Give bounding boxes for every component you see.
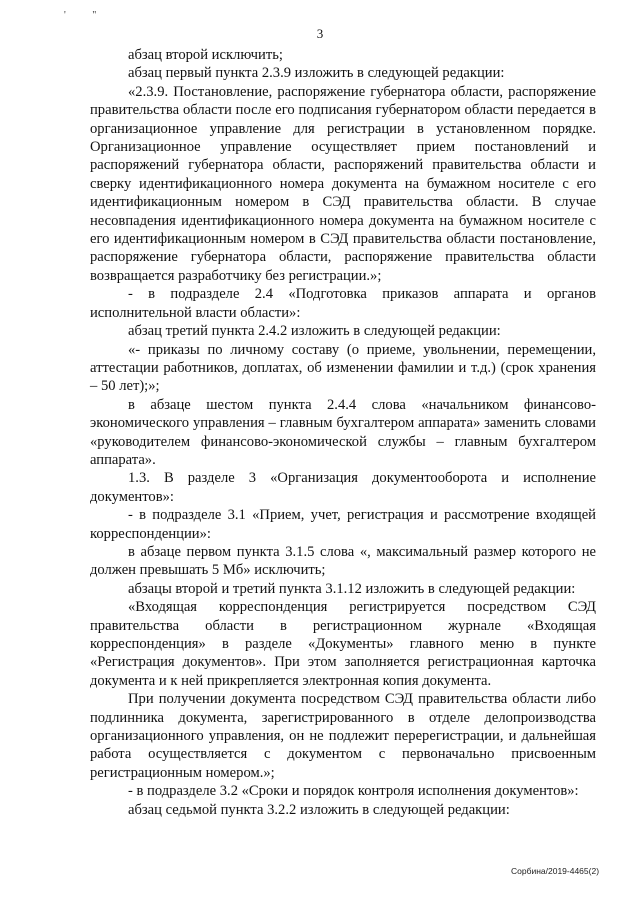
paragraph: «Входящая корреспонденция регистрируется посредством СЭД правительства области в регистрационном журнале «Входящая корреспонденция» в разделе «Документы» главного меню в пункте «Регистрация документов». При этом заполняется регистрационная карточка документа и к ней прикрепляется электронная копия документа. xyxy=(90,599,596,689)
paragraph: «- приказы по личному составу (о приеме, увольнении, перемещении, аттестации работников, доплатах, об изменении фамилии и т.д.) (срок хранения – 50 лет);»; xyxy=(90,341,596,395)
paragraph: абзац седьмой пункта 3.2.2 изложить в следующей редакции: xyxy=(128,801,510,818)
paragraph: - в подразделе 2.4 «Подготовка приказов аппарата и органов исполнительной власти области»: xyxy=(90,286,596,321)
paragraph: абзац второй исключить; xyxy=(128,47,283,63)
page-number: 3 xyxy=(316,26,324,41)
paragraph: абзац третий пункта 2.4.2 изложить в следующей редакции: xyxy=(128,323,501,340)
corner-marks: ' " xyxy=(64,10,109,21)
paragraph: абзац первый пункта 2.3.9 изложить в следующей редакции: xyxy=(128,65,505,82)
paragraph: - в подразделе 3.1 «Прием, учет, регистрация и рассмотрение входящей корреспонденции»: xyxy=(90,507,596,542)
paragraph: При получении документа посредством СЭД правительства области либо подлинника документа, зарегистрированного в отделе делопроизводства организационного управления, он не подлежит перерегистрации, и дальнейшая работа осуществляется с документом с первоначально присвоенным регистрационным номером.»; xyxy=(90,691,596,781)
paragraph: абзацы второй и третий пункта 3.1.12 изложить в следующей редакции: xyxy=(128,580,576,597)
paragraph: в абзаце первом пункта 3.1.5 слова «, максимальный размер которого не должен превышать 5 Мб» исключить; xyxy=(90,543,596,579)
paragraph: «2.3.9. Постановление, распоряжение губернатора области, распоряжение правительства области после его подписания губернатором области передается в организационное управление для регистрации в установленном порядке. Организационное управление осуществляет прием постановлений и распоряжений губернатора области, распоряжений правительства области и сверку идентификационного номера документа на бумажном носителе с его идентификационным номером в СЭД правительства области. В случае несовпадения идентификационного номера документа на бумажном носителе с его идентификационным номером в СЭД правительства области постановление, распоряжение губернатора области, распоряжение правительства области возвращается разработчику без регистрации.»; xyxy=(90,83,596,284)
paragraph: 1.3. В разделе 3 «Организация документооборота и исполнение документов»: xyxy=(90,470,596,505)
document-body xyxy=(90,46,596,819)
paragraph: - в подразделе 3.2 «Сроки и порядок контроля исполнения документов»: xyxy=(128,783,579,800)
document-reference: Сорбина/2019-4465(2) xyxy=(511,866,600,876)
paragraph: в абзаце шестом пункта 2.4.4 слова «начальником финансово-экономического управления – главным бухгалтером аппарата» заменить словами «руководителем финансово-экономической службы – главным бухгалтером аппарата». xyxy=(90,396,596,468)
